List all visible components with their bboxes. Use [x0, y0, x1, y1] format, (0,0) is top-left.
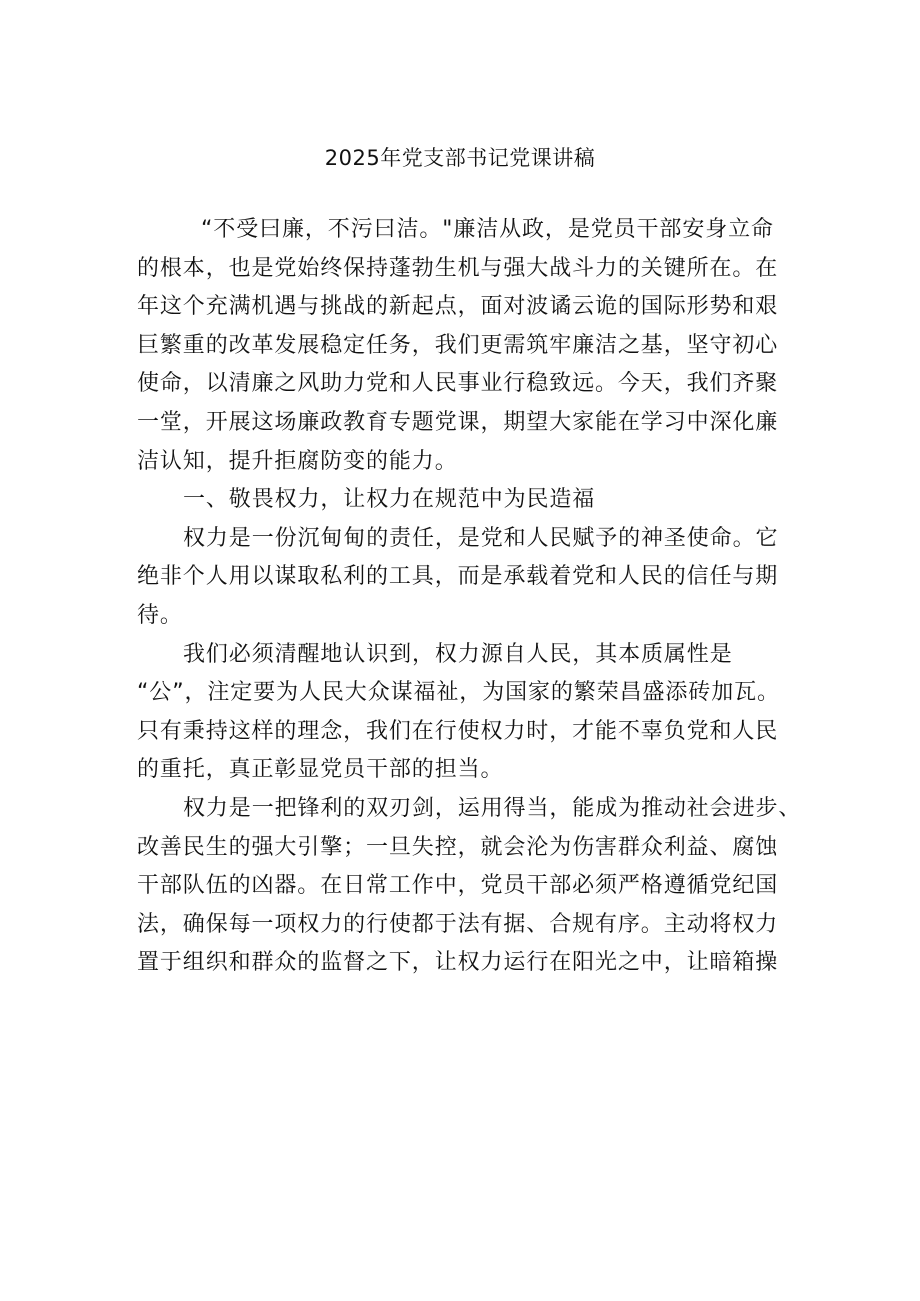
document-body — [137, 211, 802, 983]
document-title: 2025年党支部书记党课讲稿 — [324, 146, 596, 170]
paragraph-line: 权力是一把锋利的双刃剑，运用得当，能成为推动社会进步、 — [183, 795, 802, 821]
paragraph-line: 置于组织和群众的监督之下，让权力运行在阳光之中，让暗箱操 — [137, 950, 779, 976]
paragraph-line: 年这个充满机遇与挑战的新起点，面对波谲云诡的国际形势和艰 — [137, 294, 779, 320]
paragraph-line: “不受曰廉，不污曰洁。"廉洁从政，是党员干部安身立命 — [201, 217, 774, 242]
paragraph-line: 法，确保每一项权力的行使都于法有据、合规有序。主动将权力 — [137, 911, 779, 937]
paragraph-line: 的根本，也是党始终保持蓬勃生机与强大战斗力的关键所在。在 — [137, 255, 779, 281]
paragraph-line: 待。 — [137, 602, 183, 628]
paragraph-line: 使命，以清廉之风助力党和人民事业行稳致远。今天，我们齐聚 — [137, 371, 779, 397]
paragraph-line: “公”，注定要为人民大众谋福祉，为国家的繁荣昌盛添砖加瓦。 — [137, 680, 780, 706]
paragraph-line: 我们必须清醒地认识到，权力源自人民，其本质属性是 — [183, 641, 733, 667]
section-heading: 一、敬畏权力，让权力在规范中为民造福 — [183, 487, 596, 513]
paragraph-line: 绝非个人用以谋取私利的工具，而是承载着党和人民的信任与期 — [137, 564, 779, 590]
paragraph-line: 干部队伍的凶器。在日常工作中，党员干部必须严格遵循党纪国 — [137, 873, 779, 899]
paragraph-line: 一堂，开展这场廉政教育专题党课，期望大家能在学习中深化廉 — [137, 409, 779, 435]
paragraph-line: 巨繁重的改革发展稳定任务，我们更需筑牢廉洁之基，坚守初心 — [137, 332, 779, 358]
paragraph-line: 洁认知，提升拒腐防变的能力。 — [137, 448, 458, 474]
paragraph-line: 改善民生的强大引擎；一旦失控，就会沦为伤害群众利益、腐蚀 — [137, 834, 779, 860]
paragraph-line: 只有秉持这样的理念，我们在行使权力时，才能不辜负党和人民 — [137, 718, 779, 744]
paragraph-line: 的重托，真正彰显党员干部的担当。 — [137, 757, 504, 783]
paragraph-line: 权力是一份沉甸甸的责任，是党和人民赋予的神圣使命。它 — [183, 525, 779, 551]
